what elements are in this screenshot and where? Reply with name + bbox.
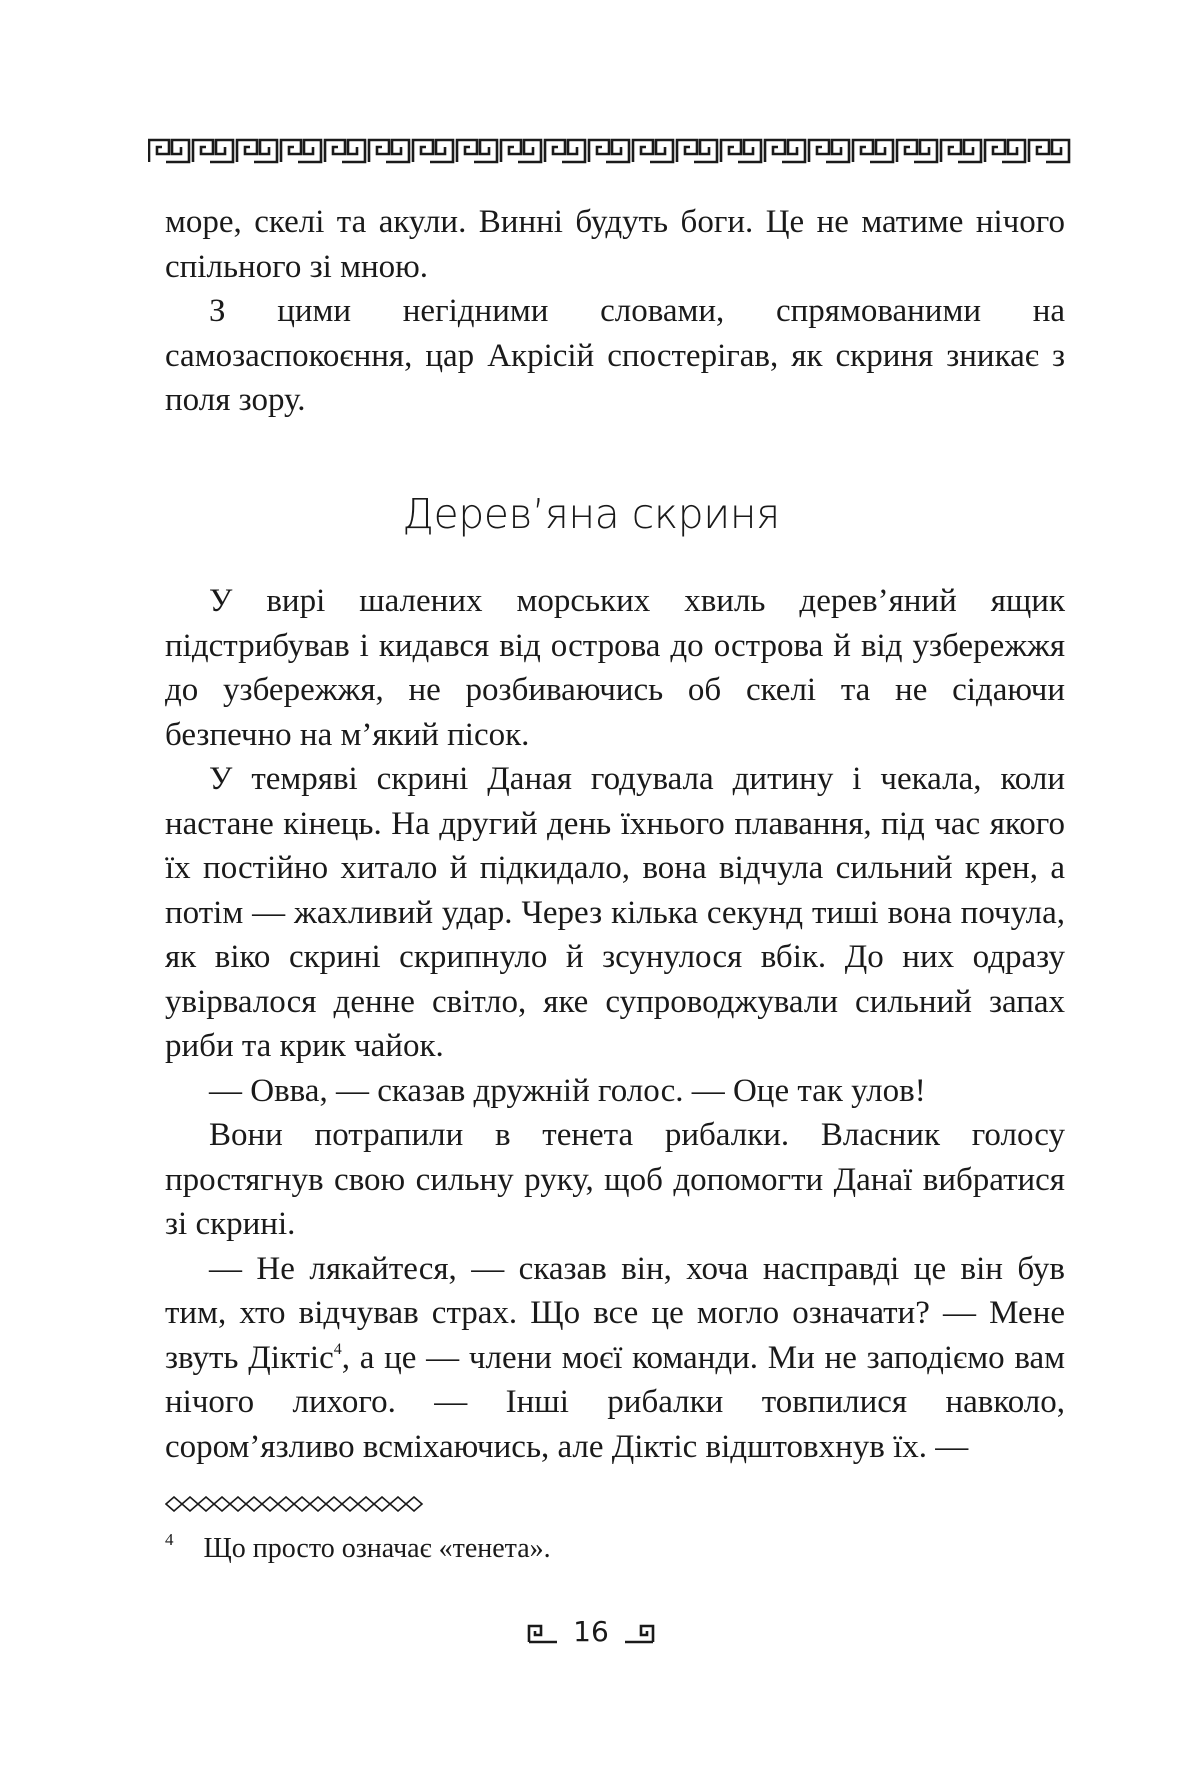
footnote-reference[interactable]: 4 <box>333 1340 342 1358</box>
paragraph: У темряві скрині Даная годувала дитину і чекала, коли настане кінець. На другий день їхнього плавання, під час якого їх постійно хитало й підкидало, вона відчула сильний крен, а потім — жахливий удар. Через кілька секунд тиші вона почула, як віко скрині скрипнуло й зсунулося вбік. До них одразу увірвалося денне світло, яке супроводжували сильний запах риби та крик чайок. <box>165 761 1065 1064</box>
page-number-area <box>0 1612 1182 1652</box>
text-block-top <box>165 200 1065 423</box>
text-block-main <box>165 579 1065 1469</box>
dialogue-paragraph: — Овва, — сказав дружній голос. — Оце так улов! <box>209 1072 926 1109</box>
greek-key-border-ornament <box>148 138 1080 164</box>
text-run: — Не лякайтеся, — сказав він, хоча насправді це він був тим, хто відчував страх. Що все це могло означати? — Мене звуть Діктіс <box>165 1250 1065 1376</box>
meander-right-icon <box>623 1620 655 1644</box>
meander-left-icon <box>527 1620 559 1644</box>
footnote-divider-ornament <box>165 1496 427 1512</box>
paragraph: Вони потрапили в тенета рибалки. Власник голосу простягнув свою сильну руку, щоб допомогти Данаї вибратися зі скрині. <box>165 1117 1065 1242</box>
text-run: , а це — члени моєї команди. Ми не заподіємо вам нічого лихого. — Інші рибалки товпилися навколо, сором’язливо всміхаючись, але Діктіс відштовхнув їх. — <box>165 1339 1065 1465</box>
dialogue-paragraph <box>165 1247 1065 1470</box>
paragraph: У вирі шалених морських хвиль дерев’яний ящик підстрибував і кидався від острова до острова й від узбережжя до узбережжя, не розбиваючись об скелі та не сідаючи безпечно на м’який пісок. <box>165 583 1065 753</box>
footnote-marker: 4 <box>165 1530 174 1549</box>
section-heading: Дерев’яна скриня <box>402 490 780 538</box>
paragraph: З цими негідними словами, спрямованими на самозаспокоєння, цар Акрісій спостерігав, як скриня зникає з поля зору. <box>165 293 1065 418</box>
footnote <box>165 1520 551 1569</box>
paragraph-continued: море, скелі та акули. Винні будуть боги. Це не матиме нічого спільного зі мною. <box>165 204 1065 285</box>
footnote-text: Що просто означає «тенета». <box>203 1533 551 1564</box>
page-number: 16 <box>573 1615 609 1648</box>
